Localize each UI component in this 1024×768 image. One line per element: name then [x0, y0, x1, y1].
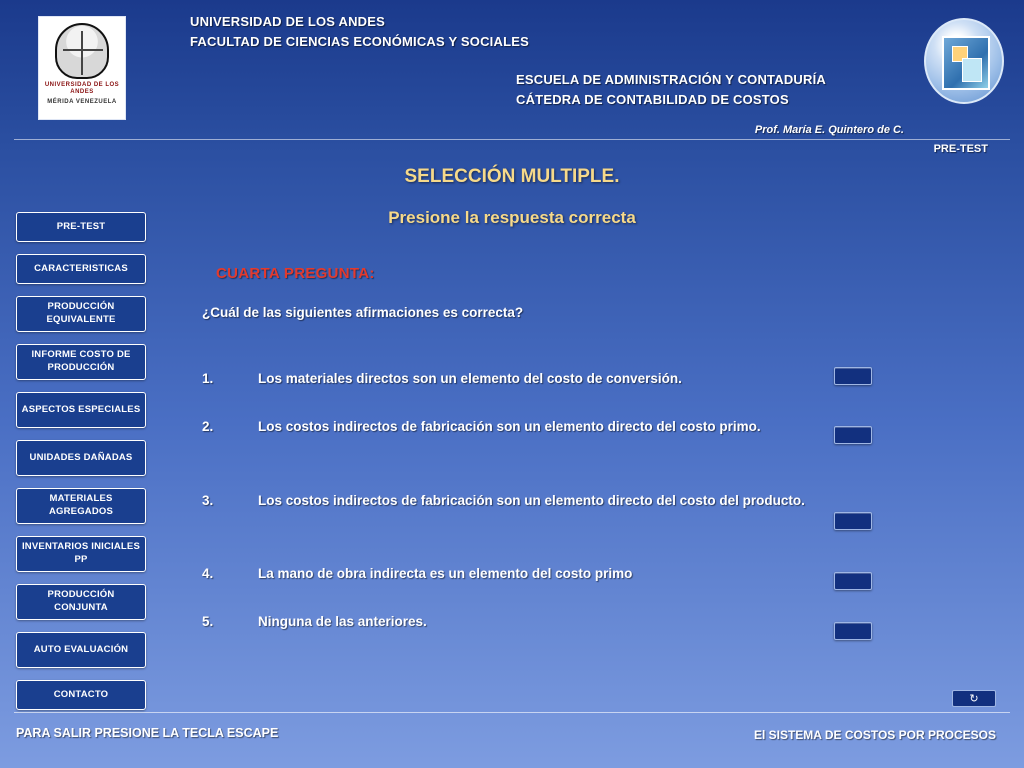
option-4-number: 4. — [202, 566, 214, 581]
option-1 — [202, 367, 822, 391]
option-3-text: Los costos indirectos de fabricación son un elemento directo del costo del producto. — [258, 493, 805, 508]
question-text: ¿Cuál de las siguientes afirmaciones es correcta? — [202, 305, 524, 320]
university-crest-logo — [38, 16, 126, 120]
page-title: SELECCIÓN MULTIPLE. — [404, 166, 620, 187]
header-university: UNIVERSIDAD DE LOS ANDES — [190, 14, 386, 29]
option-3 — [202, 489, 822, 513]
header-school: ESCUELA DE ADMINISTRACIÓN Y CONTADURÍA — [516, 72, 826, 87]
header-divider — [14, 139, 1010, 140]
page-header — [0, 0, 1024, 155]
decorative-orb-logo-icon — [924, 18, 1004, 104]
answer-button-3[interactable] — [834, 512, 872, 530]
pretest-corner-label: PRE-TEST — [933, 143, 988, 155]
crest-text-bottom: MÉRIDA VENEZUELA — [47, 99, 117, 106]
professor-name: Prof. María E. Quintero de C. — [754, 124, 904, 136]
crest-text-top: UNIVERSIDAD DE LOS ANDES — [44, 82, 120, 96]
sidebar-item-unidades-danadas[interactable]: UNIDADES DAÑADAS — [16, 440, 146, 476]
sidebar-item-pre-test[interactable]: PRE-TEST — [16, 212, 146, 242]
return-button[interactable]: ↻ — [952, 690, 996, 707]
header-school-block — [516, 70, 826, 110]
sidebar-nav — [16, 212, 146, 722]
header-institution-block — [190, 12, 529, 52]
option-4 — [202, 562, 822, 586]
option-3-number: 3. — [202, 493, 214, 508]
crest-shield-icon — [55, 23, 109, 79]
option-1-text: Los materiales directos son un elemento del costo de conversión. — [258, 371, 682, 386]
answer-button-1[interactable] — [834, 367, 872, 385]
header-faculty: FACULTAD DE CIENCIAS ECONÓMICAS Y SOCIALES — [190, 34, 529, 50]
sidebar-item-caracteristicas[interactable]: CARACTERISTICAS — [16, 254, 146, 284]
footer-system-title: El SISTEMA DE COSTOS POR PROCESOS — [753, 728, 996, 742]
answer-button-4[interactable] — [834, 572, 872, 590]
sidebar-item-auto-evaluacion[interactable]: AUTO EVALUACIÓN — [16, 632, 146, 668]
sidebar-item-materiales-agregados[interactable]: MATERIALES AGREGADOS — [16, 488, 146, 524]
sidebar-item-produccion-conjunta[interactable]: PRODUCCIÓN CONJUNTA — [16, 584, 146, 620]
option-1-number: 1. — [202, 371, 214, 386]
option-4-text: La mano de obra indirecta es un elemento del costo primo — [258, 566, 633, 581]
option-2-text: Los costos indirectos de fabricación son un elemento directo del costo primo. — [258, 419, 761, 434]
answer-button-2[interactable] — [834, 426, 872, 444]
page-subtitle: Presione la respuesta correcta — [388, 208, 636, 227]
sidebar-item-informe-costo-produccion[interactable]: INFORME COSTO DE PRODUCCIÓN — [16, 344, 146, 380]
footer-exit-hint: PARA SALIR PRESIONE LA TECLA ESCAPE — [16, 726, 279, 740]
header-chair: CÁTEDRA DE CONTABILIDAD DE COSTOS — [516, 92, 789, 108]
option-5-text: Ninguna de las anteriores. — [258, 614, 427, 629]
option-5 — [202, 610, 822, 634]
footer-divider — [14, 712, 1010, 713]
orb-inner-shape-icon — [942, 36, 990, 90]
option-5-number: 5. — [202, 614, 214, 629]
sidebar-item-produccion-equivalente[interactable]: PRODUCCIÓN EQUIVALENTE — [16, 296, 146, 332]
option-2 — [202, 415, 822, 439]
answer-button-5[interactable] — [834, 622, 872, 640]
question-label: CUARTA PREGUNTA: — [216, 265, 375, 282]
option-2-number: 2. — [202, 419, 214, 434]
sidebar-item-aspectos-especiales[interactable]: ASPECTOS ESPECIALES — [16, 392, 146, 428]
sidebar-item-inventarios-iniciales-pp[interactable]: INVENTARIOS INICIALES PP — [16, 536, 146, 572]
sidebar-item-contacto[interactable]: CONTACTO — [16, 680, 146, 710]
